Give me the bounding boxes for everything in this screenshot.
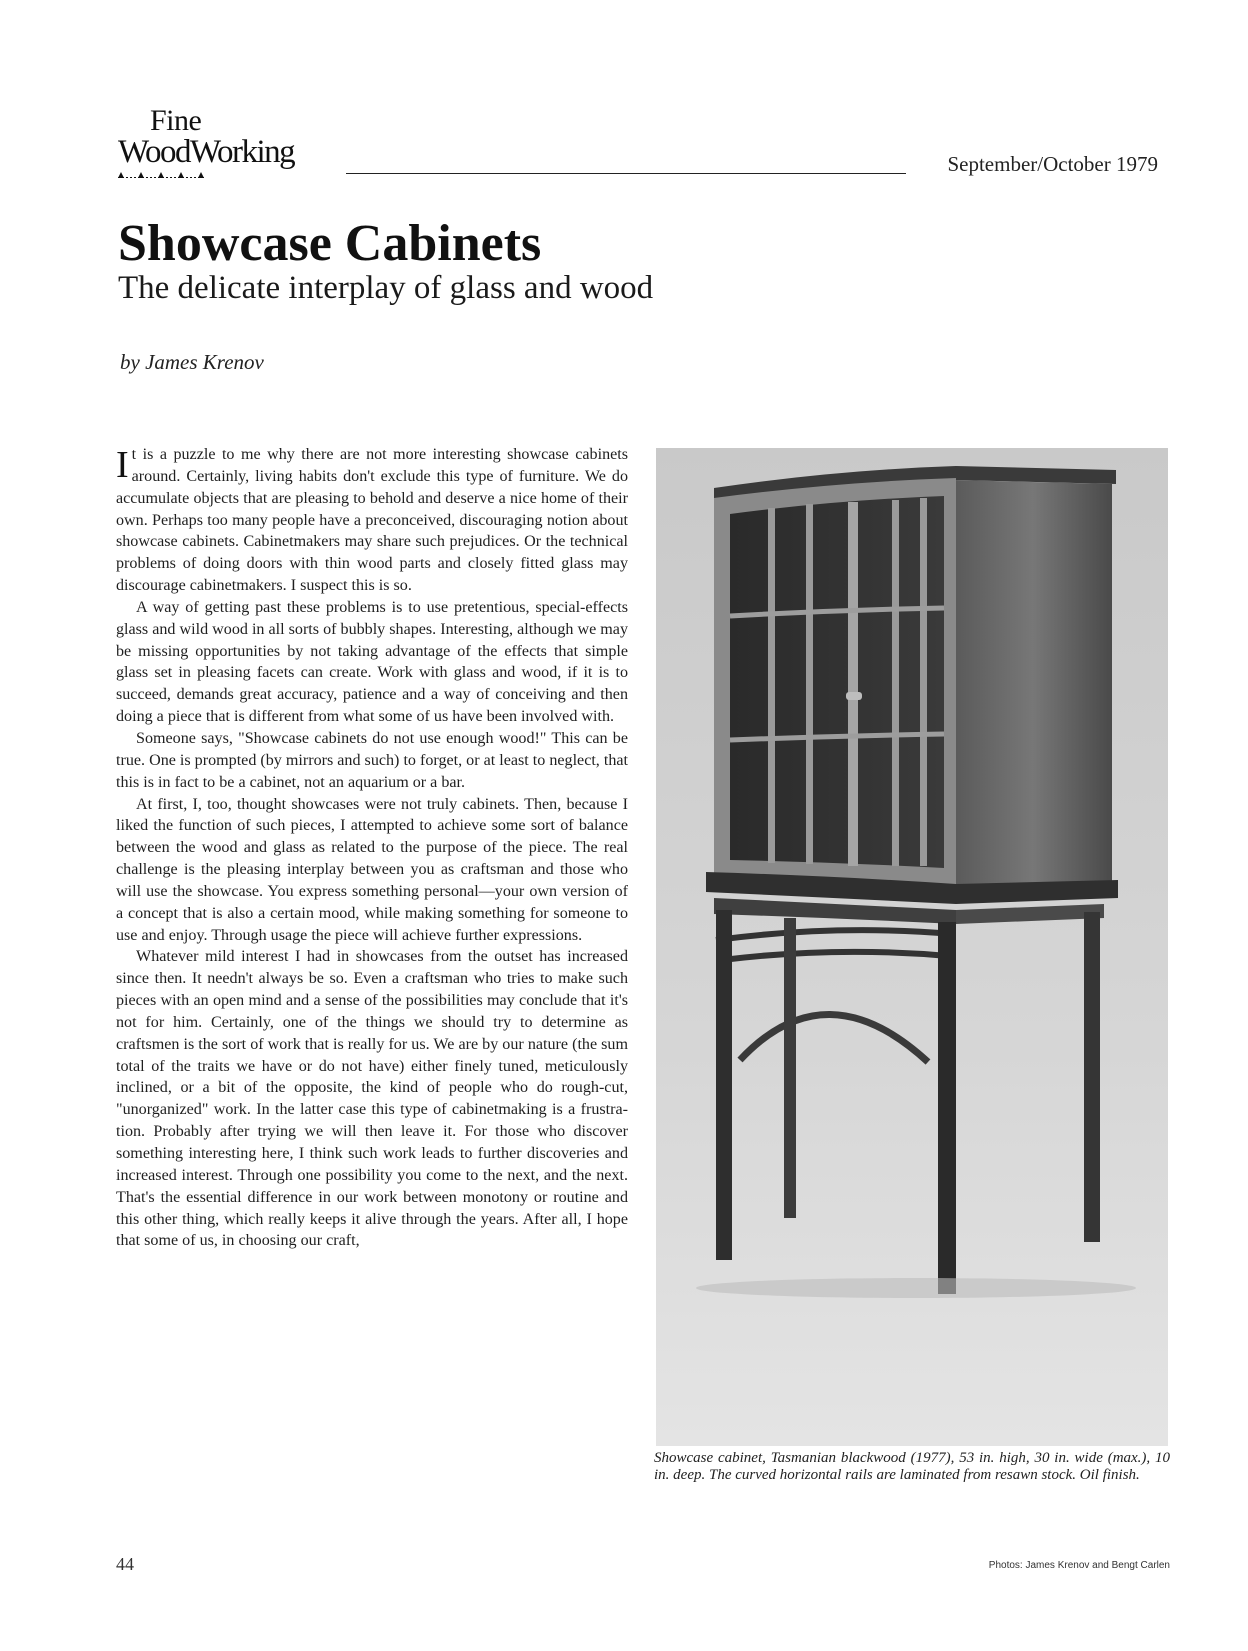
body-paragraph-4: At first, I, too, thought showcases were not truly cabinets. Then, because I liked the function of such pieces, I attempted to achieve some sort of balance between the wood and glass as related to the purpose of the piece. The real challenge is the pleasing interplay between you as craftsman and those who will use the showcase. You express something personal—your own version of a concept that is also a certain mood, while making something for someone to use and enjoy. Through usage the piece will achieve further expressions. [116, 795, 628, 944]
article-body [116, 444, 628, 1519]
cabinet-illustration [656, 448, 1168, 1446]
article-subtitle: The delicate interplay of glass and wood [118, 270, 654, 306]
magazine-logo [118, 104, 358, 184]
masthead [118, 104, 1158, 184]
body-paragraph-3: Someone says, "Showcase cabinets do not use enough wood!" This can be true. One is prompted (by mirrors and such) to forget, or at least to neglect, that this is in fact to be a cabinet, not an aquarium or a bar. [116, 729, 628, 791]
showcase-cabinet-photo [656, 448, 1168, 1446]
body-paragraph-2: A way of getting past these problems is to use pretentious, special-effects glass and wild wood in all sorts of bubbly shapes. Interesting, although we may be missing opportunities by not taking advantage of the effects that simple glass set in pleasing facets can create. Work with glass and wood, if it is to succeed, demands great accuracy, patience and a way of conceiving and then doing a piece that is different from what some of us have been involved with. [116, 598, 628, 726]
photo-credit: Photos: James Krenov and Bengt Carlen [988, 1560, 1170, 1571]
drop-cap: I [116, 444, 129, 486]
logo-line-fine: Fine [150, 104, 202, 137]
body-paragraph-1 [116, 444, 628, 597]
logo-tick-marks [118, 172, 228, 178]
body-paragraph-1-text: t is a puzzle to me why there are not more interesting showcase cabinets around. Certainly, living habits don't exclude this type of furniture. We do accumulate objects that are pleasing to behold and deserve a nice home of their own. Perhaps too many people have a preconceived, discouraging notion about showcase cabinets. Cabinetmakers may share such prejudices. Or the technical problems of doing doors with thin wood parts and closely fitted glass may discourage cabinetmakers. I suspect this is so. [116, 446, 628, 595]
issue-date: September/October 1979 [947, 152, 1158, 176]
body-paragraph-5: Whatever mild interest I had in showcases from the outset has increased since then. It needn't always be so. Even a craftsman who tries to make such pieces with an open mind and a sense of the possibilities may conclude that it's not for him. Certainly, one of the things we should try to determine as craftsmen is the sort of work that is really for us. We are by our nature (the sum total of the traits we have or do not have) either finely tuned, meticulously inclined, or a bit of the opposite, the kind of people who do rough-cut, "unorganized" work. In the latter case this type of cabinetmaking is a frustration. Probably after trying we will then leave it. For those who discover something interesting here, I think such work leads to further discoveries and increased interest. Through one possibility you come to the next, and the next. That's the essential difference in our work between monotony or routine and this other thing, which really keeps it alive through the years. After all, I hope that some of us, in choosing our craft, [116, 948, 628, 1250]
photo-caption: Showcase cabinet, Tasmanian blackwood (1977), 53 in. high, 30 in. wide (max.), 10 in. deep. The curved horizontal rails are laminated from resawn stock. Oil finish. [654, 1450, 1170, 1483]
masthead-rule [346, 173, 906, 174]
logo-line-woodworking: WoodWorking [118, 134, 295, 170]
article-byline: by James Krenov [120, 350, 264, 374]
article-title: Showcase Cabinets [118, 215, 542, 272]
page-number: 44 [116, 1554, 134, 1574]
